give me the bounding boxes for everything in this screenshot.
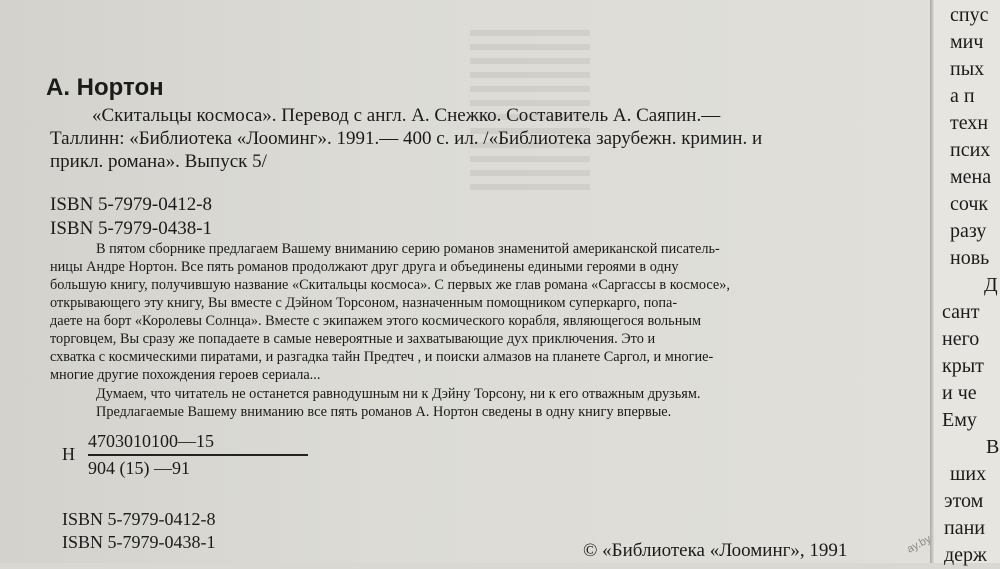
right-page-line: мена (950, 166, 992, 188)
annotation-line: открывающего эту книгу, Вы вместе с Дэйном Торсоном, назначенным помощником суперкарго, попа- (50, 295, 678, 311)
right-page-line: крыт (942, 355, 984, 377)
isbn-line: ISBN 5-7979-0412-8 (50, 194, 213, 215)
right-page-line: этом (944, 490, 984, 512)
right-page-line: спус (950, 4, 989, 26)
annotation-line: Думаем, что читатель не останется равнодушным ни к Дэйну Торсону, ни к его отважным друзьям. (96, 386, 701, 402)
right-page-line: пых (950, 58, 985, 80)
right-page-line: Д (984, 274, 998, 296)
isbn-line: ISBN 5-7979-0412-8 (62, 509, 216, 529)
right-page-line: Ему (942, 409, 977, 431)
author-name: А. Нортон (46, 74, 164, 101)
right-page-line: новь (950, 247, 990, 269)
annotation-line: Предлагаемые Вашему вниманию все пять романов А. Нортон сведены в одну книгу впервые. (96, 404, 672, 420)
right-page-line: сант (942, 301, 980, 323)
annotation-line: В пятом сборнике предлагаем Вашему вниманию серию романов знаменитой американской писатель- (96, 241, 720, 257)
right-page-line: держ (944, 544, 987, 566)
biblio-line: Таллинн: «Библиотека «Лооминг». 1991.— 400 с. ил. /«Библиотека зарубежн. кримин. и (50, 128, 763, 149)
biblio-line: прикл. романа». Выпуск 5/ (50, 151, 267, 172)
right-page-line: разу (950, 220, 987, 242)
right-page-line: него (942, 328, 980, 350)
annotation-line: даете на борт «Королевы Солнца». Вместе с экипажем этого космического корабля, являющегося вольным (50, 313, 702, 329)
watermark: ay.by (905, 533, 934, 556)
right-page-line: псих (950, 139, 991, 161)
right-page-line: техн (950, 112, 989, 134)
isbn-line: ISBN 5-7979-0438-1 (62, 532, 216, 552)
annotation-line: большую книгу, получившую название «Скитальцы космоса». С первых же глав романа «Саргассы в космосе», (50, 277, 730, 293)
annotation-line: торговцем, Вы сразу же попадаете в самые невероятные и захватывающие дух приключения. Это и (50, 331, 656, 347)
copyright-line: © «Библиотека «Лооминг», 1991 (583, 540, 848, 561)
annotation-line: ницы Андре Нортон. Все пять романов продолжают друг друга и объединены едиными героями в одну (50, 259, 679, 275)
isbn-line: ISBN 5-7979-0438-1 (50, 218, 213, 239)
code-denominator: 904 (15) —91 (88, 458, 190, 478)
annotation (50, 240, 916, 421)
annotation-line: схватка с космическими пиратами, и разгадка тайн Предтеч , и поиски алмазов на планете Саргол, и многие- (50, 349, 714, 365)
right-page-line: сочк (950, 193, 989, 215)
code-letter: Н (62, 444, 75, 464)
right-page-line: В (986, 436, 1000, 458)
right-page-line: а п (950, 85, 975, 107)
right-page-text (942, 2, 1000, 569)
right-page-line: пани (944, 517, 985, 539)
code-fraction-rule (88, 454, 308, 456)
annotation-line: многие другие похождения героев сериала... (50, 367, 321, 383)
right-page-line: ших (950, 463, 987, 485)
isbn-block-bottom (62, 508, 216, 554)
biblio-line: «Скитальцы космоса». Перевод с англ. А. Снежко. Составитель А. Саяпин.— (92, 105, 721, 126)
right-page-line: и че (942, 382, 977, 404)
code-numerator: 4703010100—15 (88, 431, 214, 451)
isbn-block-top (50, 193, 212, 241)
bibliographic-description (50, 104, 930, 173)
right-page-line: мич (950, 31, 984, 53)
